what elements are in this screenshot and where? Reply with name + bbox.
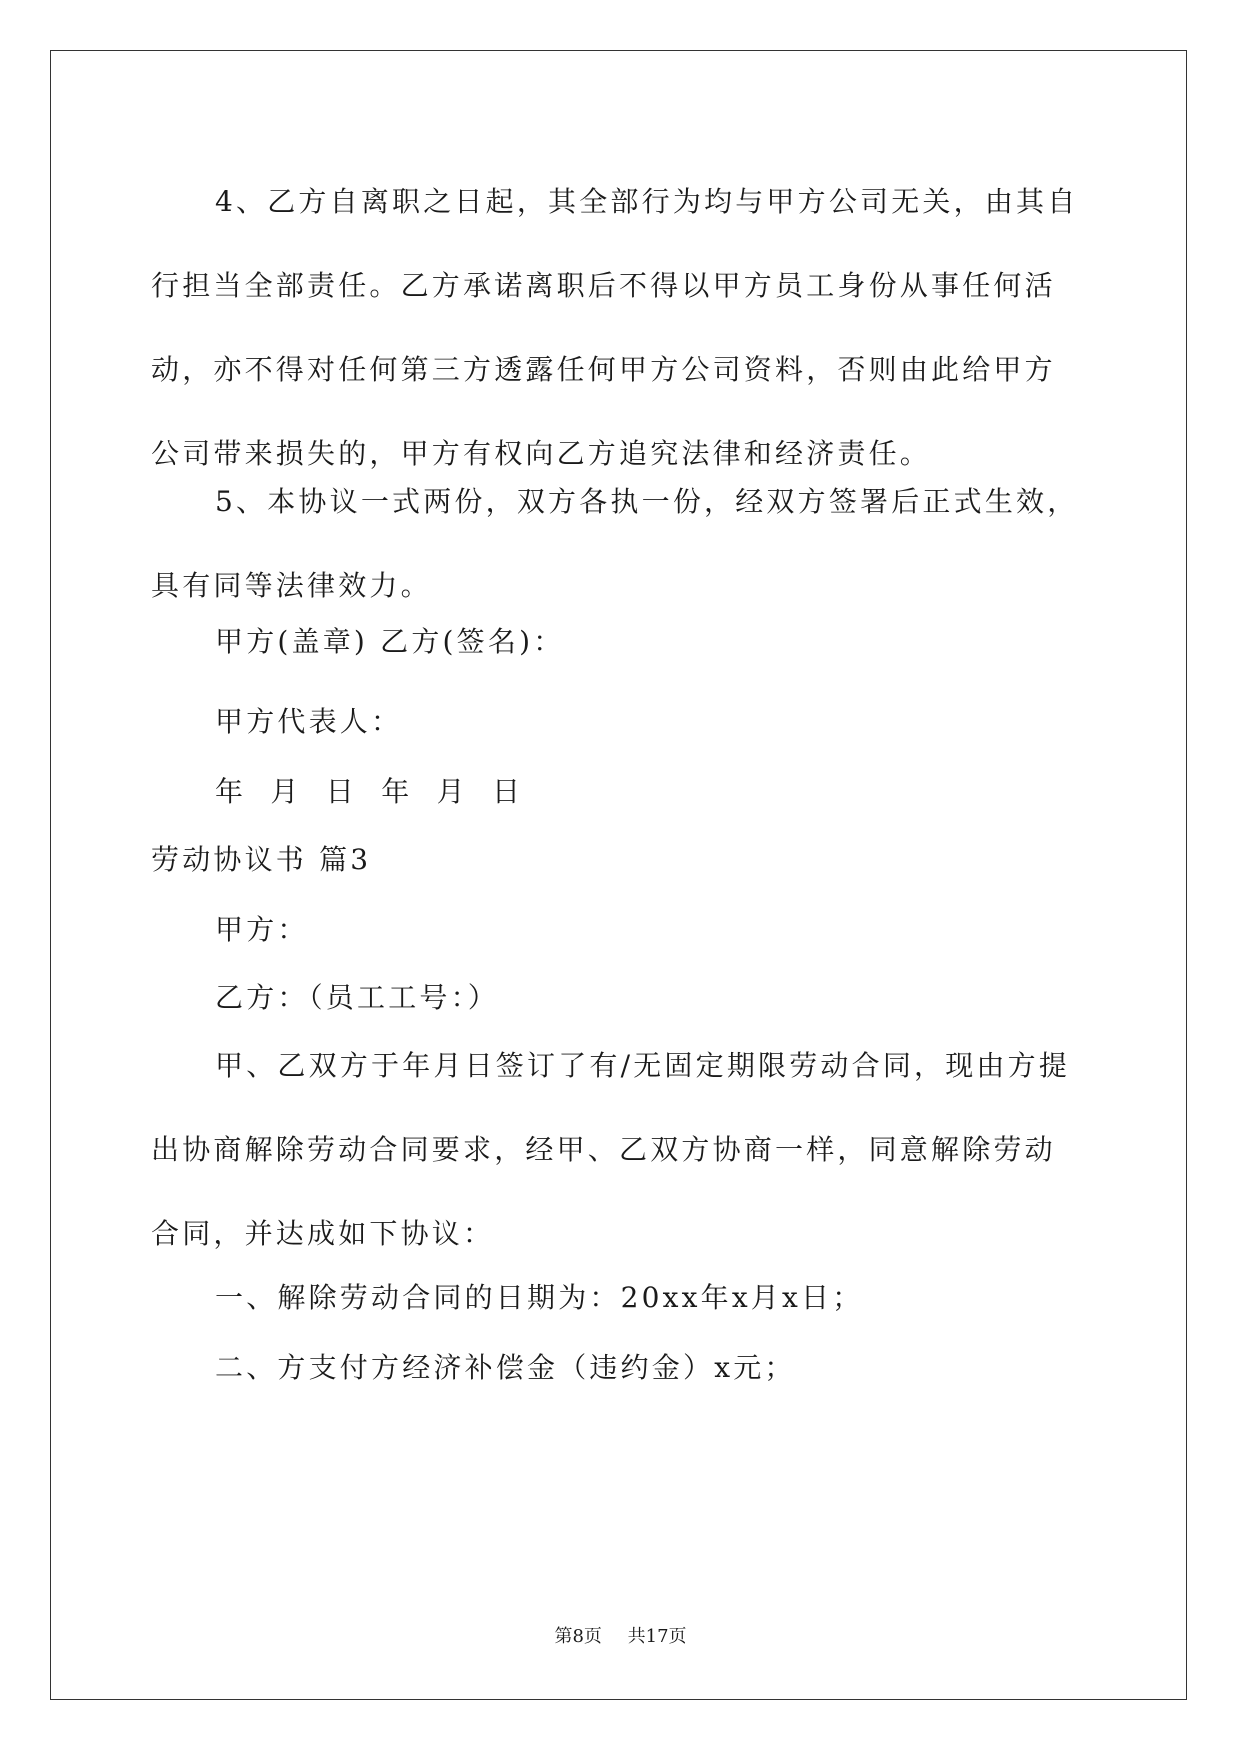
clause-one: 一、解除劳动合同的日期为：20xx年x月x日； [215,1281,864,1314]
signature-line: 甲方(盖章) 乙方(签名)： [215,625,565,658]
date-line: 年 月 日 年 月 日 [215,775,524,808]
section-heading: 劳动协议书 篇3 [151,843,372,876]
clause-two: 二、方支付方经济补偿金（违约金）x元； [215,1351,796,1384]
page-footer [0,1622,1241,1648]
party-a-line: 甲方： [215,913,309,946]
representative-line: 甲方代表人： [215,705,403,738]
paragraph-clause-4: 4、乙方自离职之日起，其全部行为均与甲方公司无关，由其自行担当全部责任。乙方承诺离职后不得以甲方员工身份从事任何活动，亦不得对任何第三方透露任何甲方公司资料，否则由此给甲方公司带来损失的，甲方有权向乙方追究法律和经济责任。 [151,185,1079,470]
page-current: 第8页 [554,1626,602,1647]
page-total: 共17页 [627,1626,687,1647]
paragraph-clause-5: 5、本协议一式两份，双方各执一份，经双方签署后正式生效，具有同等法律效力。 [151,485,1079,602]
party-b-line: 乙方：（员工工号：） [215,981,500,1014]
paragraph-agreement-intro: 甲、乙双方于年月日签订了有/无固定期限劳动合同，现由方提出协商解除劳动合同要求，经甲、乙双方协商一样，同意解除劳动合同，并达成如下协议： [151,1049,1071,1250]
